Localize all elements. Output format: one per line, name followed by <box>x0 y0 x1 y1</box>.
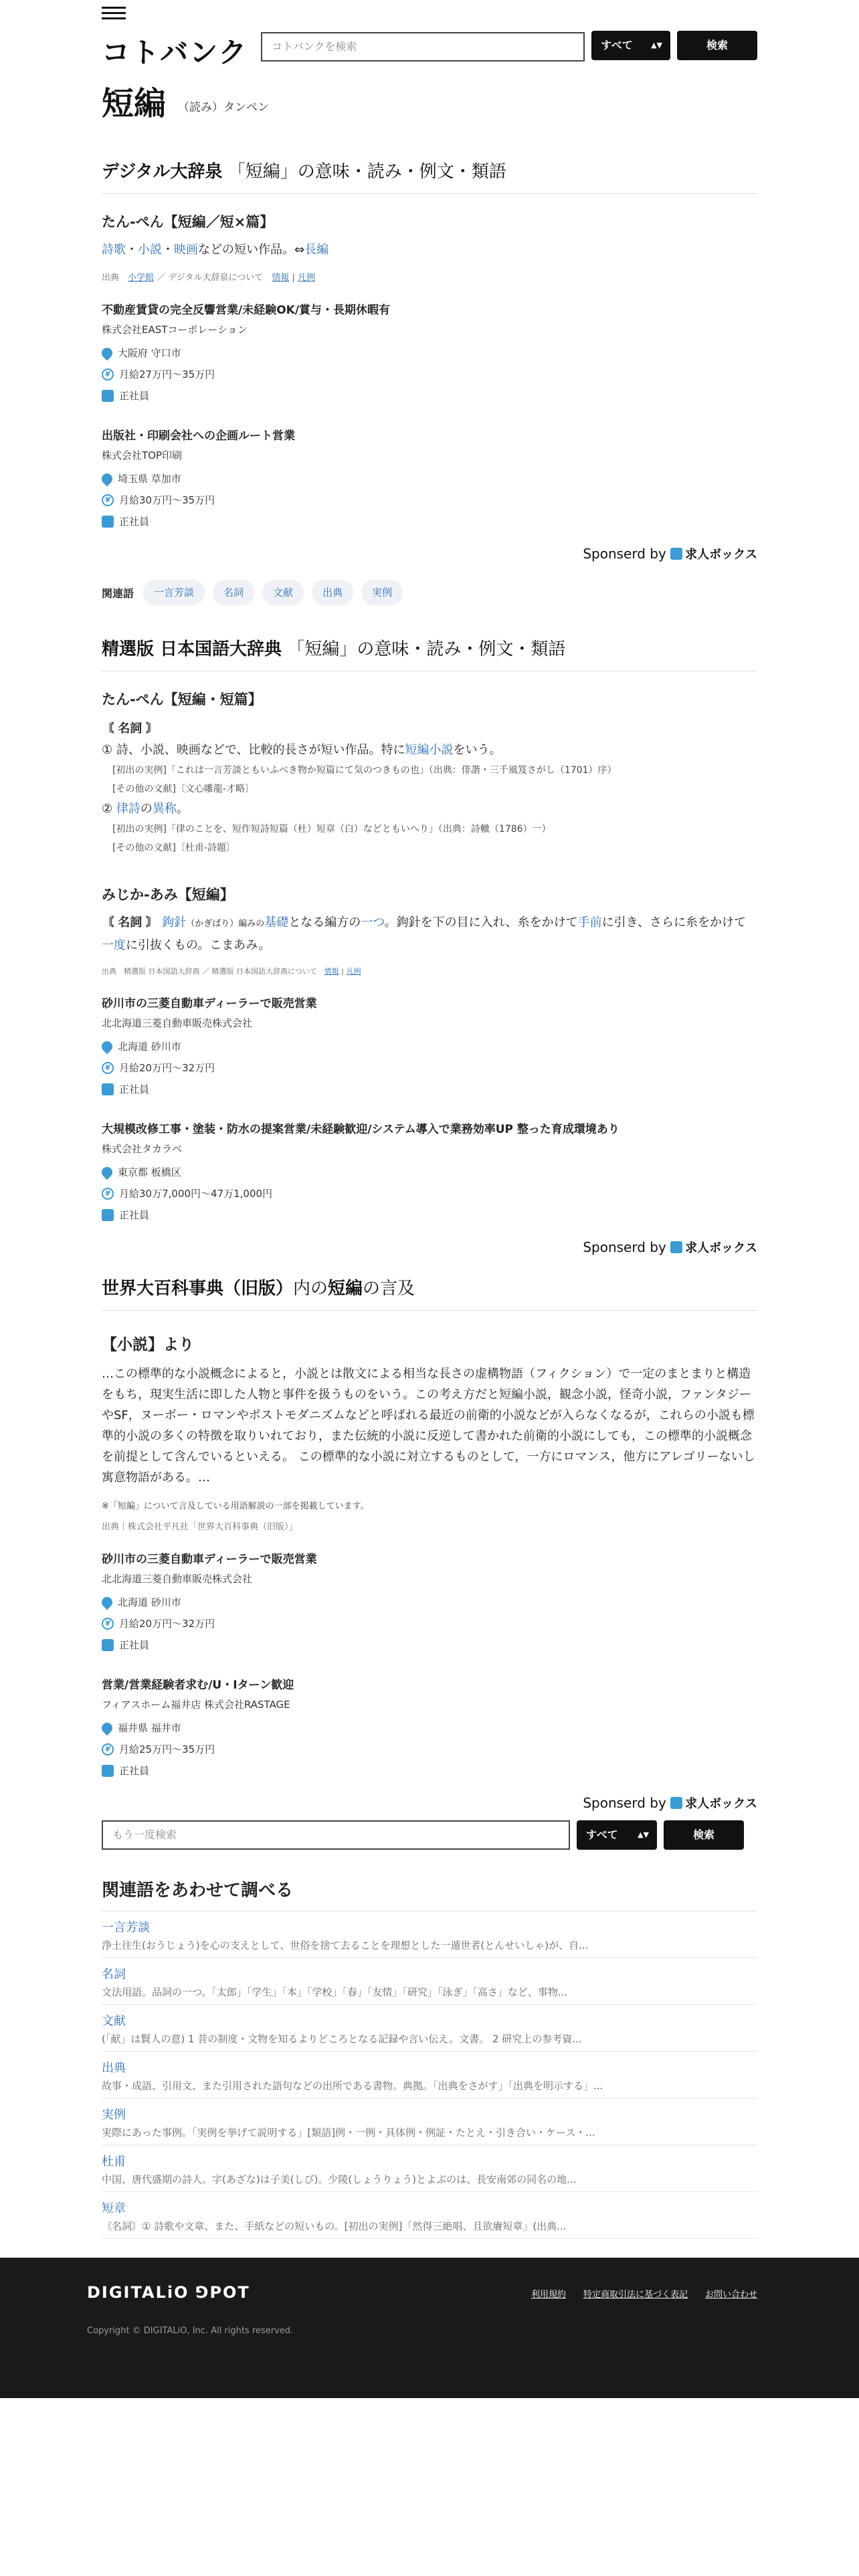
yen-icon: ¥ <box>102 494 114 506</box>
sponsor-brand[interactable] <box>670 1241 757 1255</box>
excerpt-note: ※「短編」について言及している用語解説の一部を掲載しています。 <box>102 1501 369 1511</box>
link-kagibari[interactable]: 鉤針 <box>162 916 187 930</box>
job-pay-text: 月給30万円〜35万円 <box>119 494 215 506</box>
info-link[interactable]: 情報 <box>272 273 290 283</box>
related-item-title[interactable]: 実例 <box>102 2108 126 2122</box>
related-item[interactable] <box>102 2145 757 2192</box>
sponsor-brand[interactable] <box>670 548 757 562</box>
legend-link[interactable]: 凡例 <box>297 273 315 283</box>
related-item-desc: 浄土往生(おうじょう)を心の支えとして、世俗を捨て去ることを理想とした一遁世者(とんせいしゃ)が、自... <box>102 1939 589 1951</box>
section-title <box>102 1275 757 1311</box>
footer-links <box>531 2287 757 2300</box>
related-chip[interactable]: 名詞 <box>213 580 254 605</box>
def1-text: ① 詩、小説、映画などで、比較的長さが短い作品。特に <box>102 743 405 757</box>
related-chip[interactable]: 一言芳談 <box>143 580 205 605</box>
section-title-word: 短編 <box>328 1279 363 1299</box>
dict-name[interactable]: 世界大百科事典（旧版） <box>102 1279 294 1299</box>
related-words <box>102 578 411 607</box>
search-input[interactable]: コトバンクを検索 <box>261 32 585 62</box>
job-pay-text: 月給30万7,000円〜47万1,000円 <box>119 1188 273 1200</box>
job-title[interactable]: 営業/営業経験者求む/U・Iターン歓迎 <box>102 1679 294 1692</box>
kyujin-box-icon <box>670 1241 682 1253</box>
sponsor-line <box>102 1794 757 1812</box>
legend-link[interactable]: 凡例 <box>346 967 361 976</box>
footer-link-tokushoho[interactable]: 特定商取引法に基づく表記 <box>583 2290 688 2300</box>
section-title <box>102 158 757 194</box>
scope-select-label: すべて <box>586 1828 618 1841</box>
site-logo[interactable]: コトバンク <box>102 36 248 69</box>
job-pay-text: 月給25万円〜35万円 <box>119 1743 215 1755</box>
sponsor-line <box>102 545 757 562</box>
source-line: 出典 精選版 日本国語大辞典 ／ 精選版 日本国語大辞典について 情報 | 凡例 <box>102 967 361 976</box>
job-location <box>102 1165 757 1180</box>
related-item[interactable] <box>102 2005 757 2052</box>
definition-3 <box>102 912 757 956</box>
def2-num: ② <box>102 802 116 816</box>
scope-select[interactable] <box>591 31 670 60</box>
kyujin-box-icon <box>670 548 682 560</box>
job-company: 株式会社タカラベ <box>102 1143 183 1155</box>
search-again-button[interactable]: 検索 <box>664 1820 744 1850</box>
job-pay <box>102 1061 757 1075</box>
briefcase-icon <box>102 1209 114 1221</box>
related-item-desc: 〘名詞〙① 詩歌や文章、また、手紙などの短いもの。[初出の実例]「然得三絶唱、且欲賡短章」(出典... <box>102 2220 567 2232</box>
link-kiso[interactable]: 基礎 <box>264 916 289 930</box>
site-header <box>102 31 757 69</box>
related-item-desc: 中国、唐代盛期の詩人。字(あざな)は子美(しび)。少陵(しょうりょう)とよぶのは、長安南郊の同名の地... <box>102 2173 577 2185</box>
section-title-text: 「短編」の意味・読み・例文・類語 <box>287 639 566 659</box>
updown-icon: ▲▼ <box>638 1830 649 1839</box>
source-label: 出典 <box>102 273 120 283</box>
link-risshi[interactable]: 律詩 <box>116 802 140 816</box>
example-4: [その他の文献]〔杜甫-詩題〕 <box>112 843 235 853</box>
definition: 詩歌・小説・映画などの短い作品。⇔長編 <box>102 243 329 257</box>
job-type <box>102 1638 757 1652</box>
def3-text: となる編方の <box>288 916 361 930</box>
entry-reading: （読み）タンペン <box>178 101 269 114</box>
job-location <box>102 471 757 486</box>
search-again-input[interactable]: もう一度検索 <box>102 1820 570 1850</box>
excerpt-body: …この標準的な小説概念によると，小説とは散文による相当な長さの虚構物語（フィクション）で一定のまとまりと構造をもち，現実生活に即した人物と事件を扱うものをいう。この考え方だと短編小説，観念小説，怪奇小説，ファンタジーやSF，ヌーボー・ロマンやポストモダニズムなどと呼ばれる最近の前衛的小説などが入らなくなるが，これらの小説も標準的小説の多くの特徴を取りいれており，また伝統的小説に反逆して書かれた前衛的小説にしても，この標準的小説概念を前提として含んでいるといえる。 この標準的な小説に対立するものとして，一方にロマンス，他方にアレゴリーないし寓意物語がある。… <box>102 1367 755 1485</box>
def2-end: 。 <box>176 802 189 816</box>
dict-name[interactable]: 精選版 日本国語大辞典 <box>102 639 282 659</box>
briefcase-icon <box>102 516 114 528</box>
info-link[interactable]: 情報 <box>324 967 339 976</box>
related-item-desc: 故事・成語、引用文、また引用された語句などの出所である書物。典拠。「出典をさがす」「出典を明示する」... <box>102 2080 603 2092</box>
yen-icon: ¥ <box>102 368 114 381</box>
job-pay <box>102 493 757 508</box>
source-label: 出典 <box>102 967 116 976</box>
related-item-desc: (「献」は賢人の意) 1 昔の制度・文物を知るよりどころとなる記録や言い伝え。文書。 2 研究上の参考資... <box>102 2033 582 2045</box>
yen-icon: ¥ <box>102 1188 114 1200</box>
job-type-text: 正社員 <box>119 1765 150 1777</box>
updown-icon: ▲▼ <box>651 41 662 49</box>
job-type <box>102 1763 757 1778</box>
job-title[interactable]: 大規模改修工事・塗装・防水の提案営業/未経験歓迎/システム導入で業務効率UP 整った育成環境あり <box>102 1123 619 1136</box>
location-pin-icon <box>100 1039 115 1055</box>
location-pin-icon <box>100 1165 115 1180</box>
related-item-title[interactable]: 名詞 <box>102 1967 126 1981</box>
job-type-text: 正社員 <box>119 516 150 528</box>
def3-text: に引き、さらに糸をかけて <box>601 916 746 930</box>
related-label: 関連語 <box>102 586 134 600</box>
job-type <box>102 389 757 403</box>
scope-select-2[interactable] <box>577 1820 657 1850</box>
def1-end: をいう。 <box>453 743 502 757</box>
entry-heading-2: みじか‐あみ【短編】 <box>102 887 234 903</box>
footer-logo[interactable]: DIGITALiO ⅁POT <box>87 2283 250 2302</box>
job-location-text: 北海道 砂川市 <box>118 1596 181 1608</box>
sponsor-brand[interactable] <box>670 1797 757 1811</box>
definition-text: などの短い作品。⇔ <box>198 243 305 257</box>
link-eiga[interactable]: 映画 <box>174 243 198 257</box>
def3-text: （かぎばり）編みの <box>186 919 265 929</box>
briefcase-icon <box>102 1083 114 1095</box>
sponsor-brand-text: 求人ボックス <box>685 1797 757 1811</box>
link-shiika[interactable]: 詩歌 <box>102 243 126 257</box>
job-pay-text: 月給27万円〜35万円 <box>119 368 215 381</box>
section-title <box>102 635 757 671</box>
section-daijisen <box>102 158 757 562</box>
yen-icon: ¥ <box>102 1062 114 1074</box>
briefcase-icon <box>102 1639 114 1651</box>
briefcase-icon <box>102 390 114 402</box>
job-card[interactable] <box>102 1675 757 1778</box>
footer-link-contact[interactable]: お問い合わせ <box>704 2290 757 2300</box>
job-location <box>102 346 757 360</box>
briefcase-icon <box>102 1765 114 1777</box>
sponsor-brand-text: 求人ボックス <box>685 548 757 562</box>
source-line: 出典 小学館 ／ デジタル大辞泉について 情報 | 凡例 <box>102 273 315 283</box>
link-tanpen-shosetsu[interactable]: 短編小説 <box>405 743 454 757</box>
job-pay-text: 月給20万円〜32万円 <box>119 1062 215 1074</box>
link-temae[interactable]: 手前 <box>577 916 602 930</box>
job-company: 株式会社EASTコーポレーション <box>102 324 248 336</box>
related-item-title[interactable]: 短章 <box>102 2202 126 2216</box>
related-item-desc: 実際にあった事例。「実例を挙げて説明する」[類語]例・一例・具体例・例証・たとえ・引き合い・ケース・... <box>102 2127 595 2139</box>
yen-icon: ¥ <box>102 1618 114 1630</box>
part-of-speech-2: 〘 名詞 〙 <box>102 916 159 930</box>
job-title[interactable]: 出版社・印刷会社への企画ルート営業 <box>102 429 295 443</box>
job-type-text: 正社員 <box>119 1083 150 1095</box>
job-title[interactable]: 砂川市の三菱自動車ディーラーで販売営業 <box>102 997 317 1010</box>
related-chip[interactable]: 文献 <box>262 580 304 605</box>
job-location-text: 埼玉県 草加市 <box>118 473 181 485</box>
scope-select-label: すべて <box>601 39 633 51</box>
kyujin-box-icon <box>670 1797 682 1809</box>
section-title-text: 内の <box>293 1279 328 1299</box>
related-item-title[interactable]: 一言芳談 <box>102 1921 150 1935</box>
related-section <box>102 1876 757 2239</box>
job-location <box>102 1721 757 1735</box>
related-chip[interactable]: 実例 <box>361 580 403 605</box>
definition-1 <box>102 740 757 761</box>
job-type-text: 正社員 <box>119 390 150 402</box>
job-pay <box>102 367 757 382</box>
entry-heading: たん‐ぺん【短編／短×篇】 <box>102 214 274 230</box>
def3-text: に引抜くもの。こまあみ。 <box>126 938 271 952</box>
definition-2 <box>102 798 757 820</box>
menu-icon[interactable] <box>102 7 126 21</box>
related-item-title[interactable]: 杜甫 <box>102 2155 126 2169</box>
job-company: 北北海道三菱自動車販売株式会社 <box>102 1017 253 1029</box>
related-item[interactable] <box>102 2052 757 2099</box>
location-pin-icon <box>100 1595 115 1610</box>
source-about: デジタル大辞泉について <box>168 273 264 283</box>
job-card[interactable] <box>102 1119 757 1222</box>
location-pin-icon <box>100 346 115 361</box>
source-about: 精選版 日本国語大辞典について <box>211 967 317 976</box>
sponsor-text: Sponserd by <box>583 1239 666 1255</box>
location-pin-icon <box>100 1721 115 1736</box>
source-publisher: 精選版 日本国語大辞典 <box>124 967 200 976</box>
related-item[interactable] <box>102 1911 757 1958</box>
related-item[interactable] <box>102 2099 757 2145</box>
section-title-text: 「短編」の意味・読み・例文・類語 <box>227 162 506 182</box>
section-nikkoku <box>102 635 757 1256</box>
def2-mid: の <box>140 802 153 816</box>
publisher-link[interactable]: 小学館 <box>128 273 155 283</box>
part-of-speech: 〘 名詞 〙 <box>102 722 159 736</box>
job-pay <box>102 1616 757 1631</box>
job-pay <box>102 1186 757 1201</box>
job-card[interactable] <box>102 300 757 403</box>
job-card[interactable] <box>102 426 757 529</box>
related-item[interactable] <box>102 1958 757 2005</box>
job-location-text: 北海道 砂川市 <box>118 1041 181 1053</box>
location-pin-icon <box>100 471 115 487</box>
job-type-text: 正社員 <box>119 1209 150 1221</box>
example-3: [初出の実例]「律のことを、短作短詩短篇（杜）短章（白）などともいへり」（出典：詩轍（1786）一） <box>112 824 551 835</box>
dict-name[interactable]: デジタル大辞泉 <box>102 162 223 182</box>
link-chohen[interactable]: 長編 <box>304 243 329 257</box>
def3-text: 。鉤針を下の目に入れ、糸をかけて <box>384 916 578 930</box>
job-type <box>102 1082 757 1097</box>
entry-heading: たん‐ぺん【短編・短篇】 <box>102 691 262 708</box>
job-location <box>102 1039 757 1054</box>
job-pay-text: 月給20万円〜32万円 <box>119 1618 215 1630</box>
job-type <box>102 514 757 529</box>
job-title[interactable]: 砂川市の三菱自動車ディーラーで販売営業 <box>102 1553 317 1566</box>
related-item[interactable] <box>102 2192 757 2239</box>
search-button[interactable]: 検索 <box>677 31 757 60</box>
search-again-bar <box>102 1820 757 1850</box>
yen-icon: ¥ <box>102 1743 114 1755</box>
job-pay <box>102 1742 757 1757</box>
sponsor-text: Sponserd by <box>583 546 666 562</box>
footer-link-terms[interactable]: 利用規約 <box>531 2290 566 2300</box>
related-chip[interactable]: 出典 <box>312 580 353 605</box>
related-item-desc: 文法用語。品詞の一つ。「太郎」「学生」「本」「学校」「春」「友情」「研究」「泳ぎ」「高さ」など、事物... <box>102 1986 568 1998</box>
job-card[interactable] <box>102 1549 757 1652</box>
job-title[interactable]: 不動産賃貸の完全反響営業/未経験OK/賞与・長期休暇有 <box>102 304 391 317</box>
source-line: 出典｜株式会社平凡社「世界大百科事典（旧版）」 <box>102 1522 298 1532</box>
related-section-title: 関連語をあわせて調べる <box>102 1876 757 1911</box>
job-type <box>102 1208 757 1222</box>
related-item-title[interactable]: 文献 <box>102 2014 126 2028</box>
link-hitotsu[interactable]: 一つ <box>361 916 385 930</box>
sponsor-brand-text: 求人ボックス <box>685 1241 757 1255</box>
job-company: 北北海道三菱自動車販売株式会社 <box>102 1573 253 1585</box>
job-location-text: 福井県 福井市 <box>118 1722 181 1734</box>
link-ishou[interactable]: 異称 <box>152 802 177 816</box>
job-company: フィアスホーム福井店 株式会社RASTAGE <box>102 1699 290 1711</box>
section-heibonsha <box>102 1275 757 1812</box>
job-card[interactable] <box>102 994 757 1097</box>
entry-heading: 【小説】より <box>102 1336 194 1354</box>
entry-word: 短編 <box>102 85 167 122</box>
job-location <box>102 1595 757 1610</box>
example-1: [初出の実例]「これは一言芳談ともいふべき物か短篇にて気のつきもの也」（出典：俳諧・三千風笈さがし（1701）序） <box>112 765 617 776</box>
site-footer <box>0 2258 859 2398</box>
copyright: Copyright © DIGITALiO, Inc. All rights reserved. <box>87 2326 294 2336</box>
job-type-text: 正社員 <box>119 1639 150 1651</box>
job-location-text: 大阪府 守口市 <box>118 347 181 359</box>
related-item-title[interactable]: 出典 <box>102 2061 126 2075</box>
example-2: [その他の文献]〔文心雕龍-才略〕 <box>112 784 254 794</box>
job-company: 株式会社TOP印刷 <box>102 449 183 461</box>
link-shosetsu[interactable]: 小説 <box>138 243 162 257</box>
job-location-text: 東京都 板橋区 <box>118 1166 181 1178</box>
sponsor-line <box>102 1239 757 1256</box>
sponsor-text: Sponserd by <box>583 1795 666 1811</box>
link-ichido[interactable]: 一度 <box>102 938 126 952</box>
section-title-end: の言及 <box>363 1279 415 1299</box>
